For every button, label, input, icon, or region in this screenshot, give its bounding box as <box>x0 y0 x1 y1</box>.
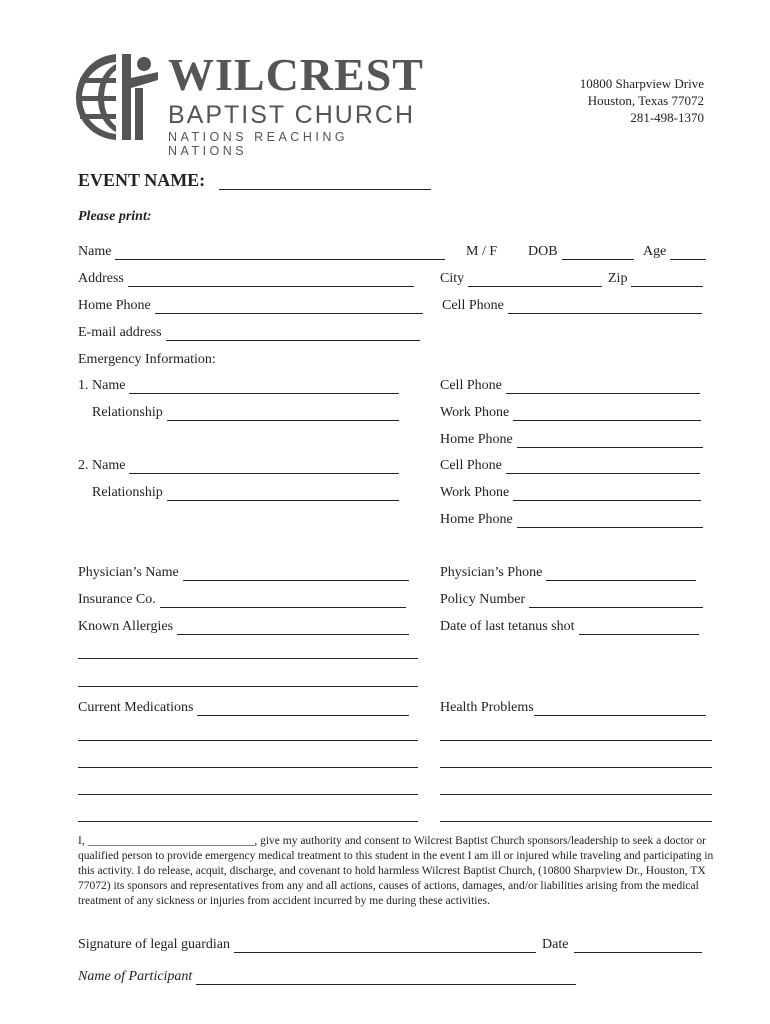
contact2-name-label: 2. Name <box>78 458 126 473</box>
medications-row <box>78 700 409 716</box>
globe-cross-icon <box>72 50 162 144</box>
contact1-work-label: Work Phone <box>440 405 510 420</box>
contact2-cell-label: Cell Phone <box>440 458 502 473</box>
contact2-relationship-label: Relationship <box>92 485 163 500</box>
contact1-relationship-field[interactable] <box>167 408 399 421</box>
zip-label: Zip <box>608 271 628 286</box>
contact2-cell-field[interactable] <box>506 461 700 474</box>
home-phone-row <box>78 298 423 314</box>
allergies-line-3[interactable] <box>78 686 418 687</box>
health-line-5[interactable] <box>440 821 712 822</box>
dob-field[interactable] <box>562 247 634 260</box>
contact1-work-row <box>440 405 701 421</box>
insurance-row <box>78 592 406 608</box>
allergies-row <box>78 619 409 635</box>
event-name-field[interactable] <box>219 177 431 190</box>
participant-label: Name of Participant <box>78 969 193 984</box>
contact1-cell-row <box>440 378 700 394</box>
email-label: E-mail address <box>78 325 162 340</box>
signature-label: Signature of legal guardian <box>78 937 231 952</box>
age-field[interactable] <box>670 247 706 260</box>
physician-phone-label: Physician’s Phone <box>440 565 543 580</box>
contact1-name-row <box>78 378 399 394</box>
city-field[interactable] <box>468 274 602 287</box>
city-row <box>440 271 602 287</box>
physician-name-label: Physician’s Name <box>78 565 179 580</box>
medications-line-2[interactable] <box>78 740 418 741</box>
medications-field[interactable] <box>197 703 409 716</box>
church-address <box>580 75 704 126</box>
policy-row <box>440 592 703 608</box>
contact1-cell-label: Cell Phone <box>440 378 502 393</box>
email-row <box>78 325 420 341</box>
contact2-relationship-row <box>92 485 399 501</box>
cell-phone-label: Cell Phone <box>442 298 504 313</box>
email-field[interactable] <box>166 328 420 341</box>
tetanus-field[interactable] <box>579 622 699 635</box>
contact2-work-row <box>440 485 701 501</box>
age-row <box>643 244 706 260</box>
zip-row <box>608 271 703 287</box>
allergies-line-2[interactable] <box>78 658 418 659</box>
please-print-label: Please print: <box>78 209 152 224</box>
policy-label: Policy Number <box>440 592 526 607</box>
home-phone-label: Home Phone <box>78 298 151 313</box>
signature-field[interactable] <box>234 940 536 953</box>
name-label: Name <box>78 244 112 259</box>
dob-row <box>528 244 634 260</box>
health-line-2[interactable] <box>440 740 712 741</box>
logo-name: WILCREST <box>168 49 424 100</box>
address-line-2: Houston, Texas 77072 <box>587 93 704 108</box>
participant-field[interactable] <box>196 972 576 985</box>
contact1-work-field[interactable] <box>513 408 701 421</box>
contact2-home-field[interactable] <box>517 515 703 528</box>
health-line-3[interactable] <box>440 767 712 768</box>
address-row <box>78 271 414 287</box>
contact2-cell-row <box>440 458 700 474</box>
address-label: Address <box>78 271 124 286</box>
zip-field[interactable] <box>631 274 703 287</box>
logo-subtitle: BAPTIST CHURCH <box>168 101 416 129</box>
event-name-row <box>78 170 431 190</box>
address-line-1: 10800 Sharpview Drive <box>579 76 704 91</box>
contact2-name-field[interactable] <box>129 461 399 474</box>
event-name-label: EVENT NAME: <box>78 170 206 190</box>
address-field[interactable] <box>128 274 414 287</box>
name-field[interactable] <box>115 247 445 260</box>
insurance-label: Insurance Co. <box>78 592 156 607</box>
church-phone: 281-498-1370 <box>630 110 704 125</box>
health-row <box>440 700 706 716</box>
date-row <box>542 937 702 953</box>
contact2-home-label: Home Phone <box>440 512 513 527</box>
church-logo <box>72 49 432 158</box>
contact2-home-row <box>440 512 703 528</box>
tetanus-row <box>440 619 699 635</box>
contact2-relationship-field[interactable] <box>167 488 399 501</box>
tetanus-label: Date of last tetanus shot <box>440 619 575 634</box>
signature-row <box>78 937 536 953</box>
contact1-home-label: Home Phone <box>440 432 513 447</box>
city-label: City <box>440 271 465 286</box>
cell-phone-row <box>442 298 702 314</box>
emergency-heading: Emergency Information: <box>78 352 216 367</box>
physician-name-field[interactable] <box>183 568 409 581</box>
contact1-home-row <box>440 432 703 448</box>
date-label: Date <box>542 937 569 952</box>
health-label: Health Problems <box>440 700 534 715</box>
contact1-relationship-row <box>92 405 399 421</box>
medications-label: Current Medications <box>78 700 194 715</box>
allergies-field[interactable] <box>177 622 409 635</box>
cell-phone-field[interactable] <box>508 301 702 314</box>
insurance-field[interactable] <box>160 595 406 608</box>
consent-paragraph: I, _____________________________, give my authority and consent to Wilcrest Baptist Church sponsors/leadership to seek a doctor or qualified person to provide emergency medical treatment to this student in the event I am ill or injured while traveling and participating in this activity. I do release, acquit, discharge, and covenant to hold harmless Wilcrest Baptist Church, (10800 Sharpview Dr., Houston, TX 77072) its sponsors and representatives from any and all actions, causes of actions, damages, and/or liabilities arising from the medical treatment of any sickness or injuries from accident incurred by me during these activities. <box>78 835 714 907</box>
policy-field[interactable] <box>529 595 703 608</box>
contact2-work-label: Work Phone <box>440 485 510 500</box>
dob-label: DOB <box>528 244 558 259</box>
date-field[interactable] <box>574 940 702 953</box>
contact1-name-label: 1. Name <box>78 378 126 393</box>
medications-line-4[interactable] <box>78 794 418 795</box>
gender-label[interactable]: M / F <box>466 244 498 259</box>
physician-name-row <box>78 565 409 581</box>
contact2-work-field[interactable] <box>513 488 701 501</box>
contact1-cell-field[interactable] <box>506 381 700 394</box>
age-label: Age <box>643 244 667 259</box>
physician-phone-field[interactable] <box>546 568 696 581</box>
contact1-relationship-label: Relationship <box>92 405 163 420</box>
contact1-name-field[interactable] <box>129 381 399 394</box>
health-line-4[interactable] <box>440 794 712 795</box>
name-row <box>78 244 445 260</box>
contact1-home-field[interactable] <box>517 435 703 448</box>
contact2-name-row <box>78 458 399 474</box>
logo-tagline: NATIONS REACHING NATIONS <box>168 130 349 158</box>
allergies-label: Known Allergies <box>78 619 174 634</box>
home-phone-field[interactable] <box>155 301 423 314</box>
medications-line-3[interactable] <box>78 767 418 768</box>
health-field[interactable] <box>534 703 706 716</box>
participant-row <box>78 969 576 985</box>
physician-phone-row <box>440 565 696 581</box>
medications-line-5[interactable] <box>78 821 418 822</box>
